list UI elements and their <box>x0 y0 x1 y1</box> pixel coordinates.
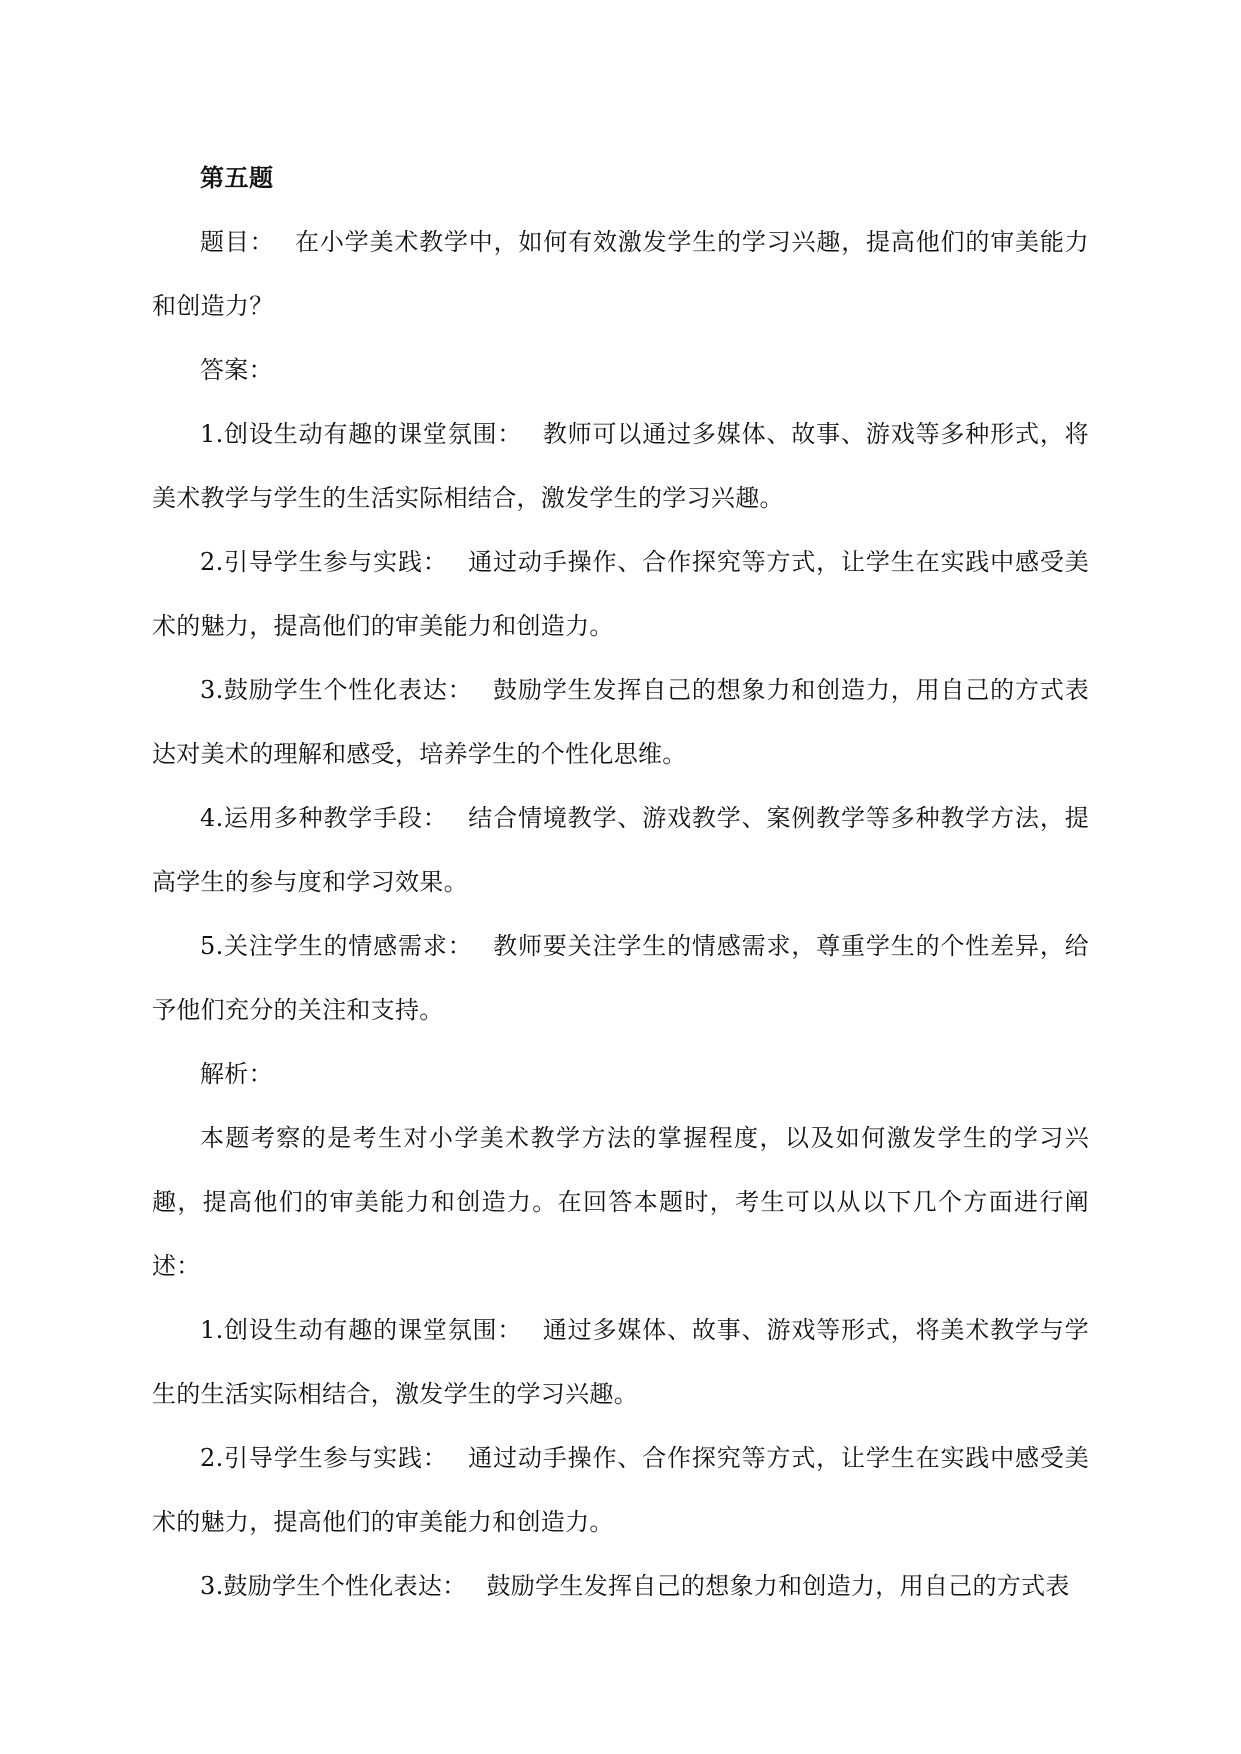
answer-item-3 <box>152 658 1089 786</box>
analysis-item-1 <box>152 1298 1089 1426</box>
section-heading: 第五题 <box>200 163 274 192</box>
analysis-item-label: 2.引导学生参与实践： <box>200 1444 448 1472</box>
analysis-item-label: 1.创设生动有趣的课堂氛围： <box>200 1316 523 1344</box>
answer-label: 答案： <box>200 356 273 384</box>
answer-item-4 <box>152 786 1089 914</box>
answer-item-text: 结合情境教学、游戏教学、案例教学等多种教学方法，提高学生的参与度和学习效果。 <box>152 804 1090 896</box>
answer-item-text: 通过动手操作、合作探究等方式，让学生在实践中感受美术的魅力，提高他们的审美能力和创造力。 <box>152 548 1090 640</box>
answer-item-text: 教师要关注学生的情感需求，尊重学生的个性差异，给予他们充分的关注和支持。 <box>152 932 1089 1024</box>
analysis-item-3 <box>152 1554 1089 1618</box>
analysis-intro: 本题考察的是考生对小学美术教学方法的掌握程度，以及如何激发学生的学习兴趣，提高他们的审美能力和创造力。在回答本题时，考生可以从以下几个方面进行阐述： <box>152 1124 1089 1280</box>
question-paragraph <box>152 210 1089 338</box>
answer-item-label: 4.运用多种教学手段： <box>200 804 448 832</box>
analysis-item-label: 3.鼓励学生个性化表达： <box>200 1572 467 1600</box>
answer-item-label: 5.关注学生的情感需求： <box>200 932 473 960</box>
question-text: 在小学美术教学中，如何有效激发学生的学习兴趣，提高他们的审美能力和创造力？ <box>152 228 1089 320</box>
analysis-item-text: 通过多媒体、故事、游戏等形式，将美术教学与学生的生活实际相结合，激发学生的学习兴趣。 <box>152 1316 1089 1408</box>
document-body <box>152 146 1089 1618</box>
analysis-label: 解析： <box>200 1060 273 1088</box>
answer-item-label: 3.鼓励学生个性化表达： <box>200 676 473 704</box>
analysis-item-text: 通过动手操作、合作探究等方式，让学生在实践中感受美术的魅力，提高他们的审美能力和创造力。 <box>152 1444 1090 1536</box>
answer-item-5 <box>152 914 1089 1042</box>
answer-item-1 <box>152 402 1089 530</box>
answer-item-label: 2.引导学生参与实践： <box>200 548 448 576</box>
answer-item-text: 鼓励学生发挥自己的想象力和创造力，用自己的方式表达对美术的理解和感受，培养学生的个性化思维。 <box>152 676 1089 768</box>
answer-item-text: 教师可以通过多媒体、故事、游戏等多种形式，将美术教学与学生的生活实际相结合，激发学生的学习兴趣。 <box>152 420 1089 512</box>
question-label: 题目： <box>200 228 275 256</box>
answer-item-2 <box>152 530 1089 658</box>
analysis-item-text: 鼓励学生发挥自己的想象力和创造力，用自己的方式表 <box>486 1572 1070 1600</box>
analysis-item-2 <box>152 1426 1089 1554</box>
answer-item-label: 1.创设生动有趣的课堂氛围： <box>200 420 523 448</box>
